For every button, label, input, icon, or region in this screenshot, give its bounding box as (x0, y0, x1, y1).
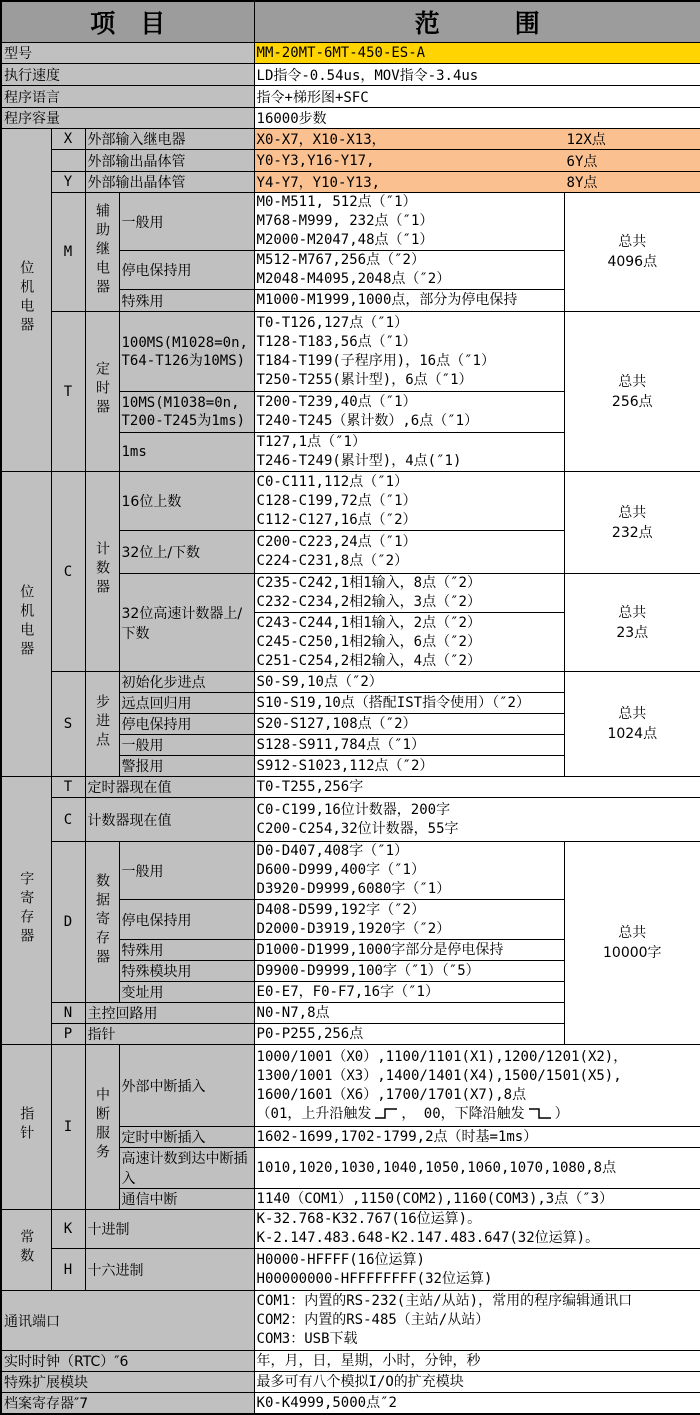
m-total: 总共 4096点 (564, 193, 700, 312)
h-hex-value: H0000-HFFFF(16位运算) H00000000-HFFFFFFFF(32位运算) (254, 1249, 700, 1291)
edge-note-falling-text: ， 00，下降沿触发 (401, 1105, 525, 1122)
d-total: 总共 10000字 (564, 842, 700, 1045)
input-relay-range: X0-X7，X10-X13， (256, 132, 386, 148)
d-special-value: D1000-D1999,1000字部分是停电保持 (254, 940, 564, 961)
output-transistor-1-points: 6Y点 (566, 153, 598, 170)
file-register-value: K0-K4999,5000点″2 (254, 1393, 700, 1415)
timer-subgroup-label: 定时器 (94, 361, 110, 418)
external-interrupt-label: 外部中断插入 (119, 1045, 254, 1127)
group-pointers-label: 指针 (18, 1106, 35, 1144)
counter-subgroup (85, 472, 119, 672)
s-general-value: S128-S911,784点（″1） (254, 735, 564, 756)
step-subgroup-label: 步进点 (94, 693, 110, 751)
h-hex-label: 十六进制 (85, 1249, 254, 1291)
c-total-2: 总共 23点 (564, 574, 700, 672)
s-initial-value: S0-S9,10点（″2） (254, 672, 564, 693)
counter-subgroup-label: 计数器 (94, 541, 110, 598)
row-external-interrupt (1, 1045, 700, 1127)
output-transistor-2-points: 8Y点 (566, 175, 598, 191)
letter-m: M (51, 193, 85, 312)
d-index-value: E0-E7，F0-F7,16字（″1） (254, 982, 564, 1003)
aux-relay-subgroup (85, 193, 119, 312)
n-label: 主控回路用 (85, 1003, 254, 1024)
s-latched-value: S20-S127,108点（″2） (254, 714, 564, 735)
timer-interrupt-value: 1602-1699,1702-1799,2点（时基=1ms） (254, 1127, 700, 1148)
t-1ms-label: 1ms (119, 433, 254, 472)
t-1ms-value: T127,1点（″1） T246-T249(累计型)，4点(″1) (254, 433, 564, 472)
d-module-value: D9900-D9999,100字（″1）（″5） (254, 961, 564, 982)
letter-d: D (51, 842, 85, 1003)
input-relay-points: 12X点 (566, 132, 606, 148)
special-expansion-label: 特殊扩展模块 (1, 1372, 254, 1393)
m-latched-label: 停电保持用 (119, 251, 254, 290)
output-transistor-1-range: Y0-Y3,Y16-Y17, (256, 152, 375, 169)
row-h-hex (1, 1249, 700, 1291)
group-word-registers-label: 字寄存器 (18, 870, 35, 947)
file-register-label: 档案寄存器″7 (1, 1393, 254, 1415)
c-highspeed-value-b: C243-C244,1相1输入，2点（″2） C245-C250,1相2输入，6点（″2） C251-C254,2相2输入，4点（″2） (254, 613, 564, 672)
letter-t-value: T (51, 777, 85, 798)
row-exec-speed (1, 64, 700, 86)
c-32bit-value: C200-C223,24点（″1） C224-C231,8点（″2） (254, 531, 564, 574)
group-bit-devices-2-label: 位机电器 (18, 584, 35, 660)
rising-edge-icon (374, 1106, 398, 1121)
timer-current-value: T0-T255,256字 (254, 777, 700, 798)
m-general-value: M0-M511, 512点（″1） M768-M999, 232点（″1） M2000-M2047,48点（″1） (254, 193, 564, 251)
falling-edge-icon (528, 1106, 552, 1121)
t-10ms-value: T200-T239,40点（″1） T240-T245（累计数）,6点（″1） (254, 392, 564, 433)
d-latched-value: D408-D599,192字（″2） D2000-D3919,1920字（″2） (254, 900, 564, 940)
c-highspeed-label: 32位高速计数器上/下数 (119, 574, 254, 672)
c-16bit-value: C0-C111,112点（″1） C128-C199,72点（″1） C112-C127,16点（″2） (254, 472, 564, 531)
d-latched-label: 停电保持用 (119, 900, 254, 940)
timer-subgroup (85, 312, 119, 472)
step-subgroup (85, 672, 119, 777)
row-k-decimal (1, 1210, 700, 1249)
special-expansion-value: 最多可有八个模拟I/O的扩充模块 (254, 1372, 700, 1393)
c-16bit-label: 16位上数 (119, 472, 254, 531)
highspeed-interrupt-label: 高速计数到达中断插入 (119, 1148, 254, 1189)
s-initial-label: 初始化步进点 (119, 672, 254, 693)
edge-note-rising-text: （01，上升沿触发 (256, 1105, 372, 1122)
row-model (1, 43, 700, 64)
external-interrupt-value (254, 1045, 700, 1127)
d-module-label: 特殊模块用 (119, 961, 254, 982)
exec-speed-value: LD指令-0.54us，MOV指令-3.4us (254, 64, 700, 86)
data-register-subgroup (85, 842, 119, 1003)
s-latched-label: 停电保持用 (119, 714, 254, 735)
s-general-label: 一般用 (119, 735, 254, 756)
group-constants-label: 常数 (18, 1229, 35, 1267)
row-t-100ms (1, 312, 700, 392)
row-program-capacity (1, 108, 700, 129)
letter-p: P (51, 1024, 85, 1045)
edge-note-close-text: ） (554, 1105, 569, 1122)
letter-c: C (51, 472, 85, 672)
comm-ports-value: COM1：内置的RS-232(主站/从站)，常用的程序编辑通讯口 COM2：内置的RS-485（主站/从站） COM3：USB下载 (254, 1291, 700, 1351)
timer-interrupt-label: 定时中断插入 (119, 1127, 254, 1148)
row-file-register (1, 1393, 700, 1415)
rtc-value: 年，月，日，星期，小时，分钟，秒 (254, 1351, 700, 1372)
s-return-label: 远点回归用 (119, 693, 254, 714)
program-language-label: 程序语言 (1, 86, 254, 108)
timer-current-label: 定时器现在值 (85, 777, 254, 798)
t-100ms-value: T0-T126,127点（″1） T128-T183,56点（″1） T184-T199(子程序用)，16点（″1） T250-T255(累计型)，6点（″1） (254, 312, 564, 392)
output-transistor-1-label: 外部输出晶体管 (85, 150, 254, 172)
letter-y: Y (51, 172, 85, 193)
aux-relay-subgroup-label: 辅助继电器 (94, 202, 110, 298)
row-rtc (1, 1351, 700, 1372)
letter-s: S (51, 672, 85, 777)
c-highspeed-value-a: C235-C242,1相1输入，8点（″2） C232-C234,2相2输入，3点（″2） (254, 574, 564, 613)
k-decimal-value: K-32.768-K32.767(16位运算)。 K-2.147.483.648-K2.147.483.647(32位运算)。 (254, 1210, 700, 1249)
row-timer-current-value (1, 777, 700, 798)
row-s-initial (1, 672, 700, 693)
program-capacity-value: 16000步数 (254, 108, 700, 129)
group-pointers (1, 1045, 51, 1210)
interrupt-subgroup-label: 中断服务 (94, 1087, 110, 1163)
output-transistor-1-value (254, 150, 700, 172)
p-value: P0-P255,256点 (254, 1024, 564, 1045)
m-general-label: 一般用 (119, 193, 254, 251)
c-32bit-label: 32位上/下数 (119, 531, 254, 574)
group-bit-devices-1-label: 位机电器 (18, 260, 35, 336)
row-program-language (1, 86, 700, 108)
row-d-general (1, 842, 700, 900)
model-label: 型号 (1, 43, 254, 64)
n-value: N0-N7,8点 (254, 1003, 564, 1024)
output-transistor-2-value (254, 172, 700, 193)
rtc-label: 实时时钟（RTC）″6 (1, 1351, 254, 1372)
counter-current-label: 计数器现在值 (85, 798, 254, 842)
data-register-subgroup-label: 数据寄存器 (94, 872, 110, 968)
row-special-expansion (1, 1372, 700, 1393)
letter-h: H (51, 1249, 85, 1291)
table-header-row (1, 1, 700, 43)
m-special-value: M1000-M1999,1000点，部分为停电保持 (254, 290, 564, 312)
t-total: 总共 256点 (564, 312, 700, 472)
header-item: 项 目 (1, 1, 254, 43)
comm-ports-label: 通讯端口 (1, 1291, 254, 1351)
letter-k: K (51, 1210, 85, 1249)
letter-i: I (51, 1045, 85, 1210)
counter-current-value: C0-C199,16位计数器，200字 C200-C254,32位计数器，55字 (254, 798, 700, 842)
interrupt-subgroup (85, 1045, 119, 1210)
t-100ms-label: 100MS(M1028=0n, T64-T126为10MS) (119, 312, 254, 392)
group-bit-devices-1 (1, 129, 51, 472)
output-transistor-2-label: 外部输出晶体管 (85, 172, 254, 193)
program-language-value: 指令+梯形图+SFC (254, 86, 700, 108)
group-bit-devices-2 (1, 472, 51, 777)
group-constants (1, 1210, 51, 1291)
row-output-transistor-2 (1, 172, 700, 193)
program-capacity-label: 程序容量 (1, 108, 254, 129)
header-scope: 范 围 (254, 1, 700, 43)
t-10ms-label: 10MS(M1038=0n, T200-T245为1ms) (119, 392, 254, 433)
output-transistor-2-range: Y4-Y7，Y10-Y13, (256, 175, 381, 191)
letter-blank (51, 150, 85, 172)
row-comm-ports (1, 1291, 700, 1351)
row-m-general (1, 193, 700, 251)
d-general-label: 一般用 (119, 842, 254, 900)
input-relay-value (254, 129, 700, 150)
m-special-label: 特殊用 (119, 290, 254, 312)
s-total: 总共 1024点 (564, 672, 700, 777)
highspeed-interrupt-value: 1010,1020,1030,1040,1050,1060,1070,1080,8点 (254, 1148, 700, 1189)
row-output-transistor-1 (1, 150, 700, 172)
d-special-label: 特殊用 (119, 940, 254, 961)
input-relay-label: 外部输入继电器 (85, 129, 254, 150)
letter-x: X (51, 129, 85, 150)
c-total-1: 总共 232点 (564, 472, 700, 574)
comm-interrupt-value: 1140（COM1）,1150(COM2),1160(COM3),3点（″3） (254, 1189, 700, 1210)
model-value: MM-20MT-6MT-450-ES-A (254, 43, 700, 64)
p-label: 指针 (85, 1024, 254, 1045)
m-latched-value: M512-M767,256点（″2） M2048-M4095,2048点（″2） (254, 251, 564, 290)
external-interrupt-lines: 1000/1001（X0）,1100/1101(X1),1200/1201(X2)， 1300/1001（X3）,1400/1401(X4),1500/1501(X5), 1600/1601（X6）,1700/1701(X7),8点 (256, 1048, 628, 1103)
row-counter-current-value (1, 798, 700, 842)
k-decimal-label: 十进制 (85, 1210, 254, 1249)
comm-interrupt-label: 通信中断 (119, 1189, 254, 1210)
edge-trigger-note (257, 1105, 699, 1124)
letter-t: T (51, 312, 85, 472)
s-return-value: S10-S19,10点（搭配IST指令使用）（″2） (254, 693, 564, 714)
s-alarm-label: 警报用 (119, 756, 254, 777)
letter-c-value: C (51, 798, 85, 842)
row-c-16bit (1, 472, 700, 531)
group-word-registers (1, 777, 51, 1045)
d-index-label: 变址用 (119, 982, 254, 1003)
s-alarm-value: S912-S1023,112点（″2） (254, 756, 564, 777)
row-input-relay (1, 129, 700, 150)
exec-speed-label: 执行速度 (1, 64, 254, 86)
letter-n: N (51, 1003, 85, 1024)
d-general-value: D0-D407,408字（″1） D600-D999,400字（″1） D3920-D9999,6080字（″1） (254, 842, 564, 900)
